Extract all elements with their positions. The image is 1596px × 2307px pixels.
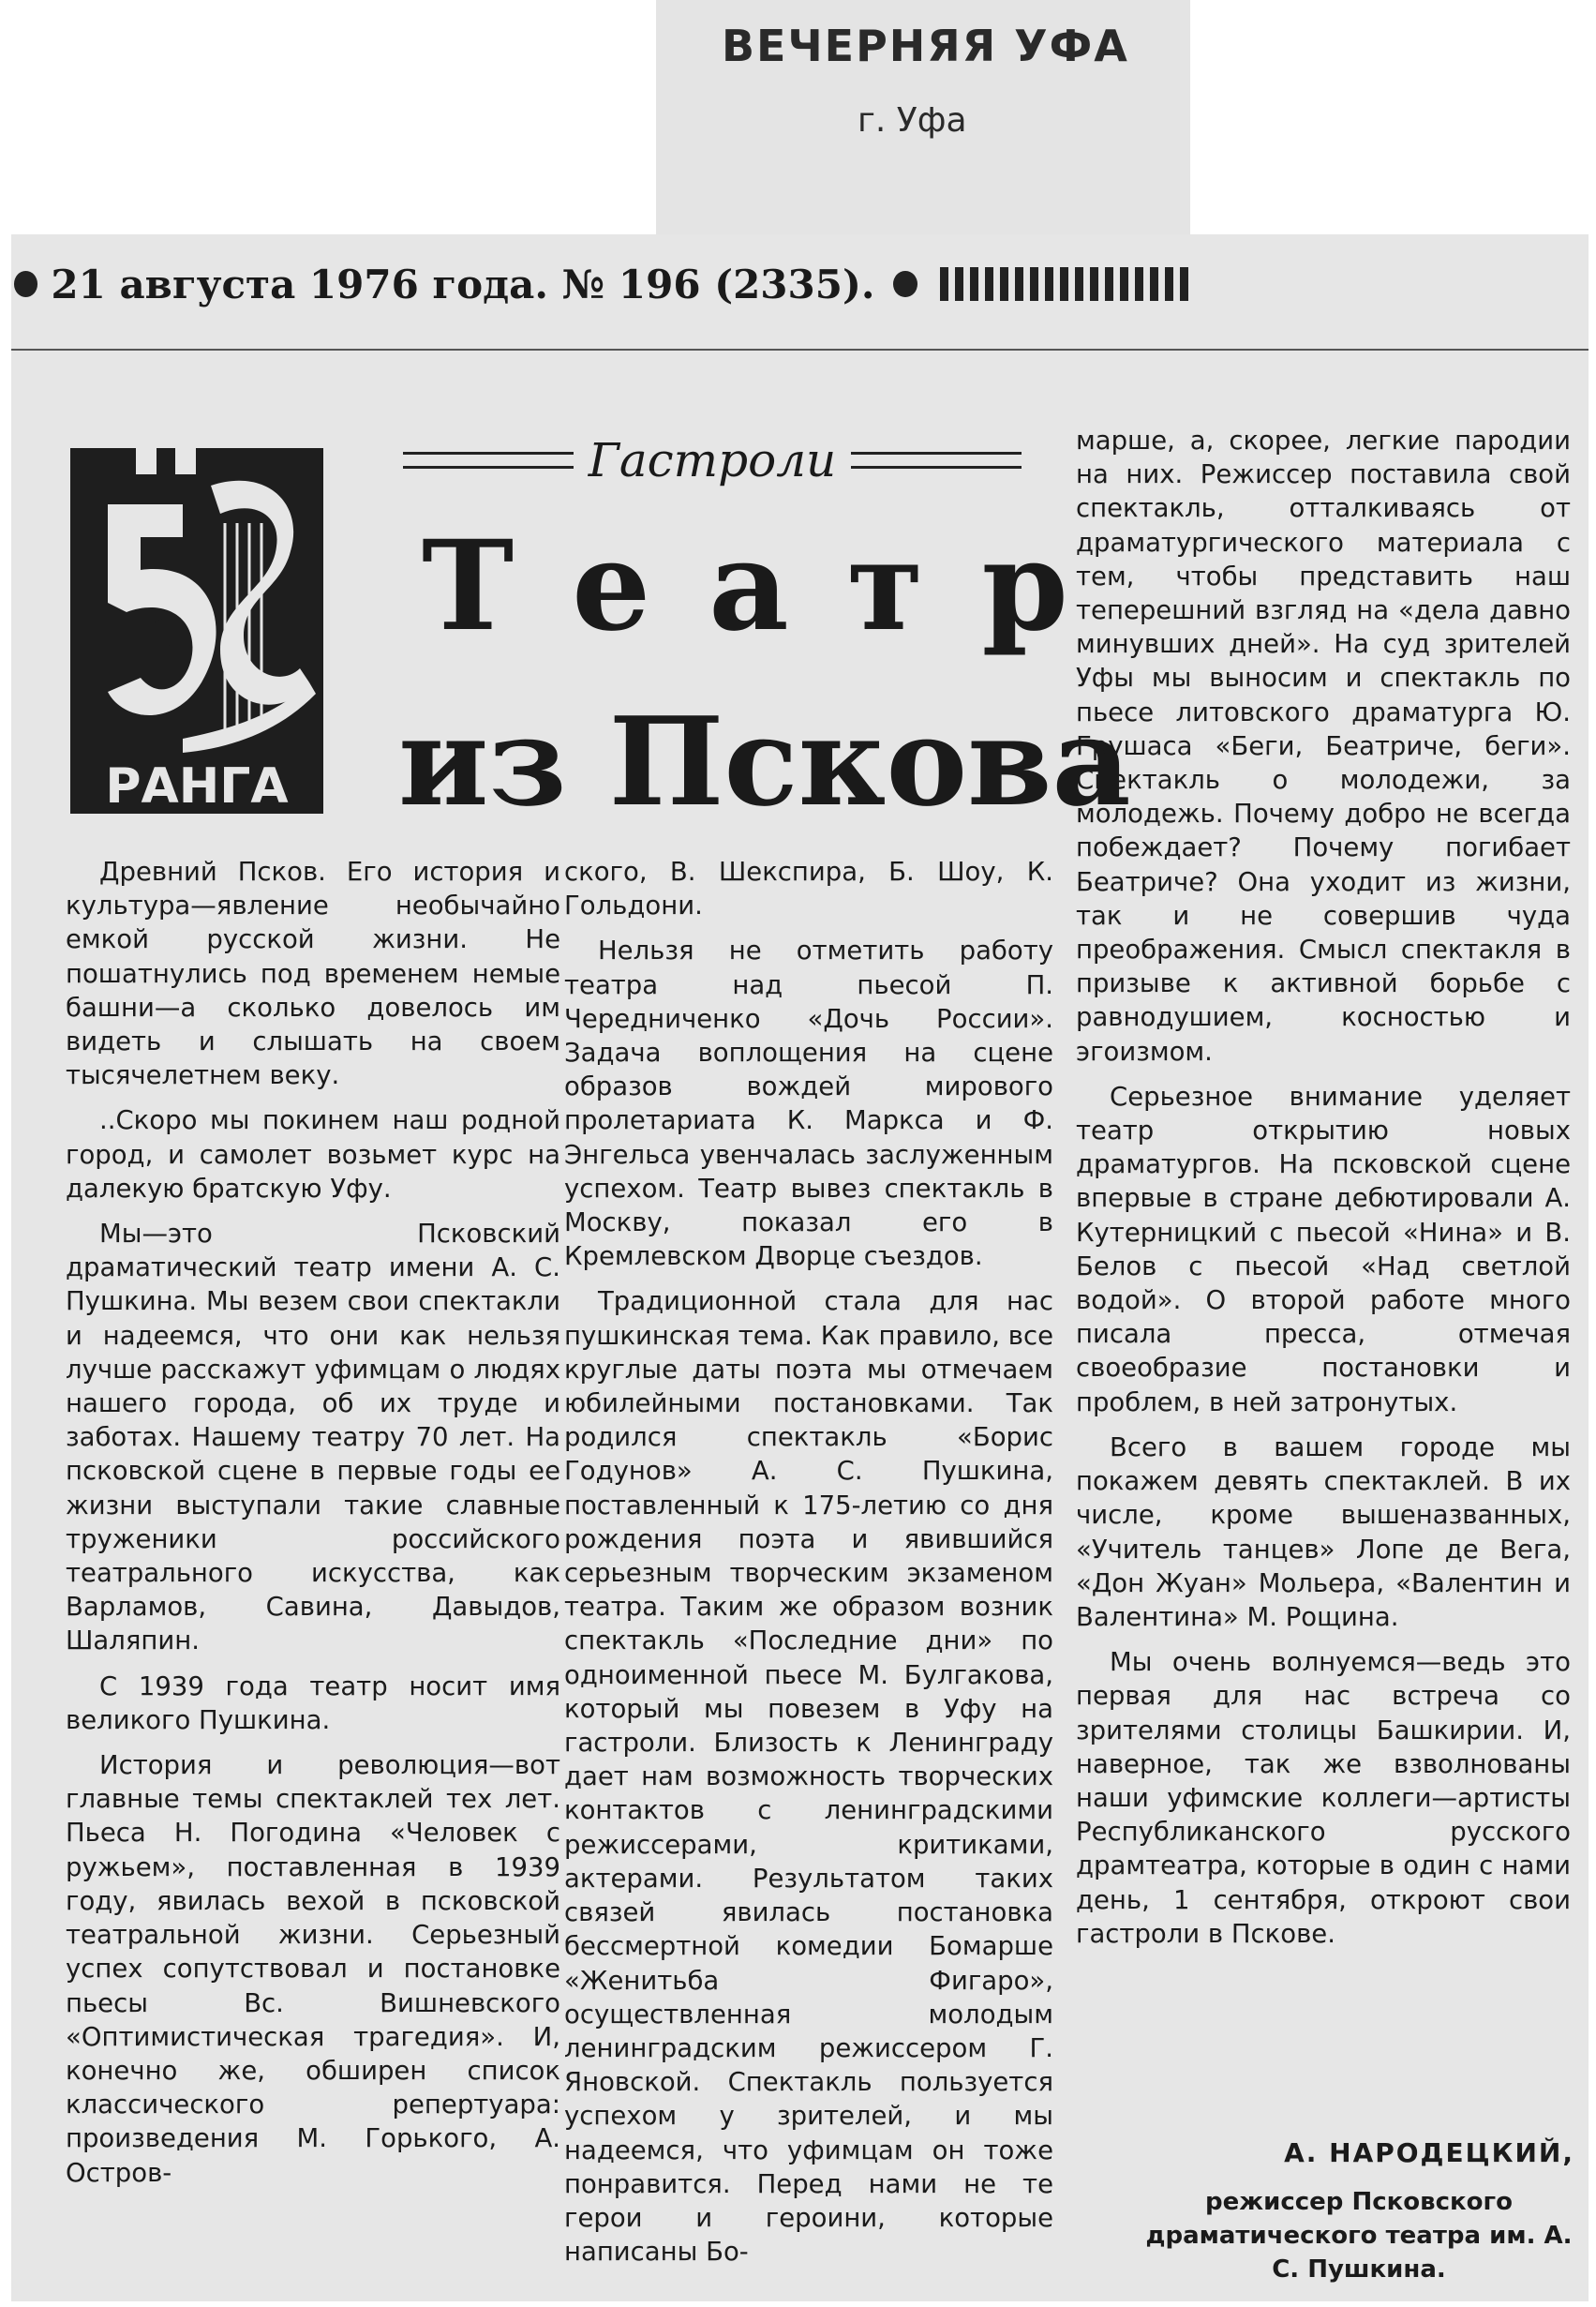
author-name: А. НАРОДЕЦКИЙ, (1284, 2137, 1574, 2168)
paragraph: ..Скоро мы покинем наш родной город, и самолет возьмет курс на далекую братскую Уфу. (66, 1105, 560, 1204)
logo-text: РАНГА (105, 758, 289, 814)
headline-line-1: Театр (422, 514, 1126, 659)
paragraph: История и революция—вот главные темы спектаклей тех лет. Пьеса Н. Погодина «Человек с ружьем», поставленная в 1939 году, явилась вехой в псковской театральной жизни. Серьезный успех сопутствовал и постановке пьесы Вс. Вишневского «Оптимистическая трагедия». И, конечно же, обширен список классического репертуара: произведения М. Горького, А. Остров- (66, 1750, 560, 2188)
paragraph: Серьезное внимание уделяет театр открытию новых драматургов. На псковской сцене впервые в стране дебютировали А. Кутерницкий с пьесой «Нина» и В. Белов с пьесой «Над светлой водой». О второй работе много писала пресса, отмечая своеобразие постановки и проблем, в ней затронутых. (1076, 1081, 1571, 1417)
article-column-1 (66, 855, 560, 2201)
headline-line-2: из Пскова (398, 690, 1131, 833)
article-column-3 (1076, 424, 1571, 1962)
bullet-icon (14, 271, 37, 297)
paragraph: С 1939 года театр носит имя великого Пушкина. (66, 1670, 560, 1735)
newspaper-name: ВЕЧЕРНЯЯ УФА (722, 21, 1129, 71)
barcode-ornament (940, 267, 1195, 301)
paragraph: Мы—это Псковский драматический театр имени А. С. Пушкина. Мы везем свои спектакли и надеемся, что они как нельзя лучше расскажут уфимцам о людях нашего города, об их труде и заботах. Нашему театру 70 лет. На псковской сцене в первые годы ее жизни выступали такие славные труженики российского театрального искусства, как Варламов, Савина, Давыдов, Шаляпин. (66, 1219, 560, 1656)
paragraph: Мы очень волнуемся—ведь это первая для нас встреча со зрителями столицы Башкирии. И, наверное, так же взволнованы наши уфимские коллеги—артисты Республиканского русского драмтеатра, которые в один с нами день, 1 сентября, откроют свои гастроли в Пскове. (1076, 1647, 1571, 1949)
rubric-rule-right (851, 452, 1022, 469)
paragraph: Традиционной стала для нас пушкинская тема. Как правило, все круглые даты поэта мы отмечаем юбилейными постановками. Так родился спектакль «Борис Годунов» А. С. Пушкина, поставленный к 175-летию со дня рождения поэта и явившийся серьезным творческим экзаменом театра. Таким же образом возник спектакль «Последние дни» по одноименной пьесе М. Булгакова, который мы повезем в Уфу на гастроли. Близость к Ленинграду дает нам возможность творческих контактов с ленинградскими режиссерами, критиками, актерами. Результатом таких связей явилась постановка бессмертной комедии Бомарше «Женитьба Фигаро», осуществленная молодым ленинградским режиссером Г. Яновской. Спектакль пользуется успехом у зрителей, и мы надеемся, что уфимцам он тоже понравится. Перед нами не те герои и героини, которые написаны Бо- (564, 1286, 1053, 2268)
rubric-rule-left (403, 452, 574, 469)
dateline (14, 251, 1195, 317)
paragraph: Всего в вашем городе мы покажем девять спектаклей. В их числе, кроме вышеназванных, «Учитель танцев» Лопе де Вега, «Дон Жуан» Мольера, «Валентин и Валентина» М. Рощина. (1076, 1431, 1571, 1632)
theatre-mask-lyre-icon (70, 448, 323, 814)
article-column-2 (564, 855, 1053, 2280)
section-rubric (403, 427, 1022, 493)
bullet-icon (893, 271, 917, 297)
issue-date: 21 августа 1976 года. № 196 (2335). (51, 261, 875, 307)
author-role: режиссер Псковского драматического театра им. А. С. Пушкина. (1145, 2188, 1573, 2284)
paragraph: марше, а, скорее, легкие пародии на них. Режиссер поставила свой спектакль, отталкиваясь от драматургического материала с тем, чтобы представить наш теперешний взгляд на «дела давно минувших дней». На суд зрителей Уфы мы выносим и спектакль по пьесе литовского драматурга Ю. Грушаса «Беги, Беатриче, беги». Спектакль о молодежи, за молодежь. Почему добро не всегда побеждает? Почему погибает Беатриче? Она уходит из жизни, так и не совершив чуда преображения. Смысл спектакля в призыве к активной борьбе с равнодушием, косностью и эгоизмом. (1076, 426, 1571, 1067)
newspaper-city: г. Уфа (858, 101, 967, 140)
top-rule (11, 349, 1589, 351)
paragraph: ского, В. Шекспира, Б. Шоу, К. Гольдони. (564, 857, 1053, 921)
rubric-label: Гастроли (588, 433, 837, 487)
paragraph: Нельзя не отметить работу театра над пьесой П. Чередниченко «Дочь России». Задача воплощения на сцене образов вождей мирового пролетариата К. Маркса и Ф. Энгельса увенчалась заслуженным успехом. Театр вывез спектакль в Москву, показал его в Кремлевском Дворце съездов. (564, 936, 1053, 1272)
paragraph: Древний Псков. Его история и культура—явление необычайно емкой русской жизни. Не пошатнулись под временем немые башни—а сколько довелось им видеть и слышать на своем тысячелетнем веку. (66, 857, 560, 1091)
author-signature (1143, 2137, 1574, 2286)
